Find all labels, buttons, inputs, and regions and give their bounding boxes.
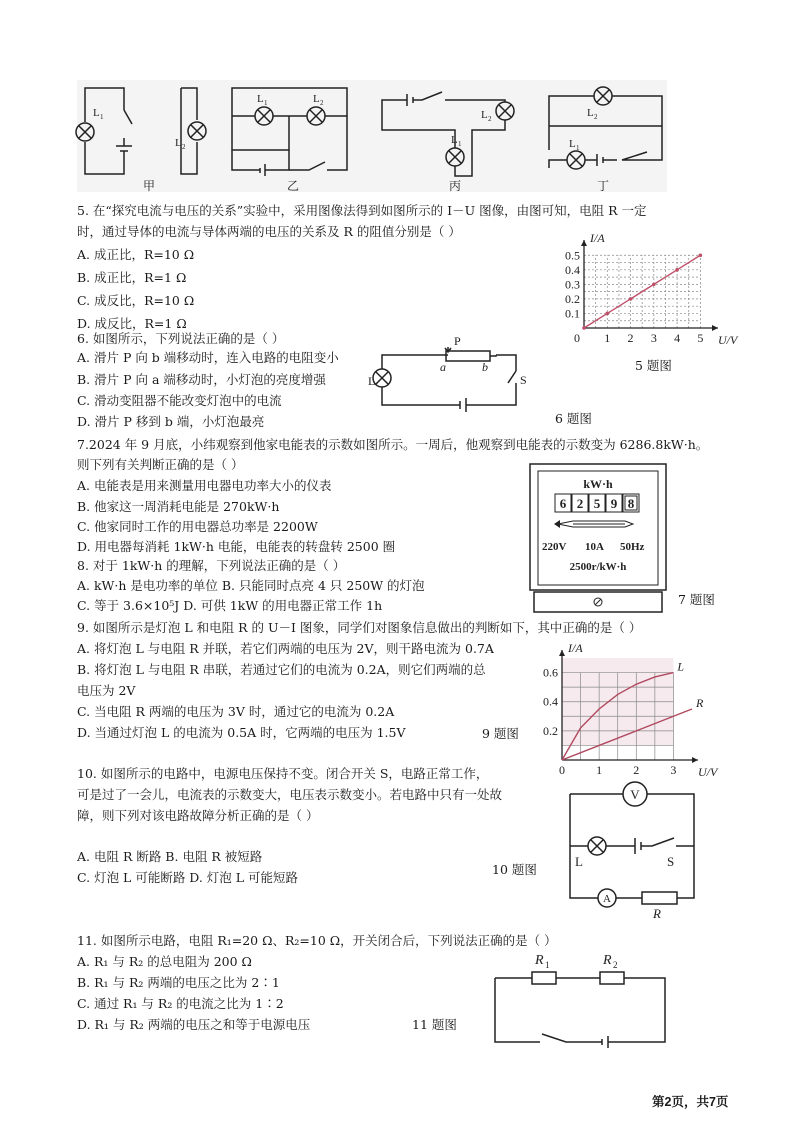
q9-option-b: B. 将灯泡 L 与电阻 R 串联，若通过它们的电流为 0.2A，则它们两端的总	[77, 662, 486, 677]
q8-options-row2: C. 等于 3.6×10⁵J D. 可供 1kW 的用电器正常工作 1h	[77, 598, 383, 613]
q11-circuit-svg	[490, 948, 670, 1050]
fig2-l2-sub: 2	[320, 99, 324, 107]
x-tick-label: 2	[633, 763, 640, 777]
q10-options-row2: C. 灯泡 L 可能断路 D. 灯泡 L 可能短路	[77, 870, 299, 885]
y-tick-label: 0.4	[565, 262, 580, 277]
y-tick-label: 0.3	[565, 277, 580, 292]
q6-label-a: a	[440, 360, 446, 374]
x-tick-label: 0	[559, 763, 565, 777]
q9-chart-svg	[532, 640, 718, 779]
fig4-l2-label: L	[587, 107, 594, 119]
x-tick-label: 1	[604, 331, 611, 345]
circuit-jia	[85, 88, 197, 174]
series-label: R	[696, 696, 704, 710]
data-point	[675, 268, 679, 272]
circuit-bing	[382, 92, 505, 176]
fig1-l2-sub: 2	[182, 143, 186, 151]
q11-circuit	[490, 948, 670, 1050]
resistor-r1-icon	[532, 972, 556, 984]
x-axis-arrow	[712, 325, 718, 331]
fig3-l2-label: L	[481, 109, 488, 121]
q5-option-a: A. 成正比，R=10 Ω	[77, 247, 195, 262]
q11-label-r1: R	[535, 953, 544, 968]
q9-caption: 9 题图	[482, 726, 519, 741]
fig1-l1-label: L	[93, 107, 100, 119]
q10-label-r: R	[653, 906, 661, 921]
q9-ui-graph	[532, 640, 718, 779]
q7-stem-line2: 则下列有关判断正确的是（ ）	[77, 457, 244, 472]
data-point	[605, 312, 609, 316]
q7-option-c: C. 他家同时工作的用电器总功率是 2200W	[77, 519, 318, 534]
q5-option-c: C. 成反比，R=10 Ω	[77, 293, 195, 308]
q5-chart-svg	[550, 228, 738, 353]
data-point	[629, 297, 633, 301]
circuit-yi	[232, 88, 347, 176]
q10-label-l: L	[575, 854, 583, 869]
q6-caption: 6 题图	[555, 411, 592, 426]
resistor-icon	[642, 892, 677, 904]
resistor-r2-icon	[600, 972, 624, 984]
fig1-l1-sub: 1	[100, 113, 104, 121]
y-tick-label: 0.2	[543, 723, 558, 738]
q8-options-row1: A. kW·h 是电功率的单位 B. 只能同时点亮 4 只 250W 的灯泡	[77, 578, 425, 593]
fig3-l1-label: L	[451, 134, 458, 146]
meter-spec-voltage: 220V	[542, 541, 567, 553]
q6-circuit	[368, 335, 533, 415]
fig-label-yi: 乙	[287, 179, 300, 193]
origin-label: 0	[574, 331, 580, 345]
q7-energy-meter	[528, 462, 668, 614]
meter-spec-current: 10A	[585, 541, 604, 553]
data-point	[582, 326, 586, 330]
meter-spec-frequency: 50Hz	[620, 541, 645, 553]
fig4-l1-sub: 1	[576, 144, 580, 152]
x-tick-label: 3	[670, 763, 677, 777]
q6-label-b: b	[482, 360, 488, 374]
meter-digit: 8	[627, 496, 635, 511]
q10-caption: 10 题图	[492, 862, 537, 877]
meter-digit: 2	[576, 496, 584, 511]
q11-option-c: C. 通过 R₁ 与 R₂ 的电流之比为 1∶2	[77, 996, 284, 1011]
meter-digit: 6	[559, 496, 567, 511]
q6-circuit-svg	[368, 335, 533, 415]
x-axis-label: U/V	[698, 765, 718, 779]
q10-circuit-svg	[560, 780, 710, 920]
fig4-l1-label: L	[569, 138, 576, 150]
fig2-l1-sub: 1	[264, 99, 268, 107]
q9-option-b-cont: 电压为 2V	[77, 683, 136, 698]
q5-option-b: B. 成正比，R=1 Ω	[77, 270, 187, 285]
x-axis-arrow	[692, 757, 698, 763]
q6-option-d: D. 滑片 P 移到 b 端，小灯泡最亮	[77, 414, 265, 429]
y-tick-label: 0.1	[565, 306, 580, 321]
top-circuits-strip	[77, 80, 667, 192]
q5-iu-graph	[550, 228, 738, 353]
q11-label-r1-sub: 1	[545, 960, 550, 970]
q10-stem-line1: 10. 如图所示的电路中，电源电压保持不变。闭合开关 S，电路正常工作，	[77, 766, 489, 781]
y-axis-arrow	[581, 240, 587, 246]
fig1-l2-label: L	[175, 137, 182, 149]
page-footer: 第2页，共7页	[652, 1095, 729, 1109]
q6-label-l: L	[368, 374, 376, 388]
q10-circuit	[560, 780, 710, 920]
q11-option-d: D. R₁ 与 R₂ 两端的电压之和等于电源电压	[77, 1017, 311, 1032]
y-axis-arrow	[559, 650, 565, 656]
meter-digit: 5	[593, 496, 601, 511]
y-tick-label: 0.2	[565, 291, 580, 306]
x-tick-label: 1	[596, 763, 603, 777]
q5-option-d: D. 成反比，R=1 Ω	[77, 316, 187, 331]
x-tick-label: 4	[674, 331, 681, 345]
q7-meter-svg	[528, 462, 668, 614]
q9-option-c: C. 当电阻 R 两端的电压为 3V 时，通过它的电流为 0.2A	[77, 704, 395, 719]
q7-stem-line1: 7.2024 年 9 月底，小纬观察到他家电能表的示数如图所示。一周后，他观察到电能表的示数变为 6286.8kW·h。	[77, 437, 709, 452]
q6-label-s: S	[520, 373, 527, 387]
circuit-ding	[549, 96, 662, 168]
q9-option-a: A. 将灯泡 L 与电阻 R 并联，若它们两端的电压为 2V，则干路电流为 0.7A	[77, 641, 494, 656]
fig2-l1-label: L	[257, 93, 264, 105]
series-label: L	[677, 659, 685, 674]
q11-stem: 11. 如图所示电路，电阻 R₁=20 Ω、R₂=10 Ω，开关闭合后，下列说法正确的是（ ）	[77, 933, 557, 948]
y-axis-label: I/A	[568, 641, 583, 655]
q7-option-b: B. 他家这一周消耗电能是 270kW·h	[77, 499, 280, 514]
y-axis-label: I/A	[590, 231, 605, 245]
meter-rate: 2500r/kW·h	[569, 561, 627, 573]
fig3-l1-sub: 1	[458, 140, 462, 148]
top-circuits-svg	[77, 80, 667, 192]
fig-label-bing: 丙	[449, 179, 462, 193]
x-tick-label: 2	[627, 331, 634, 345]
fig4-l2-sub: 2	[594, 113, 598, 121]
q7-option-d: D. 用电器每消耗 1kW·h 电能，电能表的转盘转 2500 圈	[77, 539, 396, 554]
q11-caption: 11 题图	[412, 1017, 457, 1032]
y-tick-label: 0.5	[565, 248, 580, 263]
q10-label-s: S	[667, 854, 675, 869]
q5-stem-line2: 时，通过导体的电流与导体两端的电压的关系及 R 的阻值分别是（ ）	[77, 224, 461, 239]
q9-option-d: D. 当通过灯泡 L 的电流为 0.5A 时，它两端的电压为 1.5V	[77, 725, 406, 740]
fig3-l2-sub: 2	[488, 115, 492, 123]
q6-label-p: P	[454, 334, 461, 348]
q6-option-b: B. 滑片 P 向 a 端移动时，小灯泡的亮度增强	[77, 372, 326, 387]
x-tick-label: 3	[650, 331, 657, 345]
meter-digit: 9	[610, 496, 618, 511]
q7-option-a: A. 电能表是用来测量用电器电功率大小的仪表	[77, 478, 332, 493]
y-tick-label: 0.6	[543, 665, 558, 680]
q11-label-r2-sub: 2	[613, 960, 618, 970]
y-tick-label: 0.4	[543, 694, 558, 709]
x-axis-label: U/V	[718, 333, 738, 347]
q6-stem: 6. 如图所示，下列说法正确的是（ ）	[77, 331, 285, 346]
q10-label-a: A	[603, 893, 611, 905]
q10-stem-line3: 障，则下列对该电路故障分析正确的是（ ）	[77, 808, 319, 823]
q8-stem: 8. 对于 1kW·h 的理解，下列说法正确的是（ ）	[77, 558, 346, 573]
q9-stem: 9. 如图所示是灯泡 L 和电阻 R 的 U－I 图象，同学们对图象信息做出的判断如下，其中正确的是（ ）	[77, 620, 642, 635]
fig-label-ding: 丁	[597, 179, 610, 193]
q5-caption: 5 题图	[635, 358, 672, 373]
data-point	[652, 283, 656, 287]
q10-options-row1: A. 电阻 R 断路 B. 电阻 R 被短路	[77, 849, 263, 864]
q11-label-r2: R	[603, 953, 612, 968]
q7-caption: 7 题图	[678, 592, 715, 607]
q11-option-b: B. R₁ 与 R₂ 两端的电压之比为 2∶1	[77, 975, 280, 990]
x-tick-label: 5	[697, 331, 704, 345]
fig-label-jia: 甲	[143, 179, 156, 193]
q6-option-a: A. 滑片 P 向 b 端移动时，连入电路的电阻变小	[77, 350, 339, 365]
fig2-l2-label: L	[313, 93, 320, 105]
q5-stem-line1: 5. 在“探究电流与电压的关系”实验中，采用图像法得到如图所示的 I－U 图像，由图可知，电阻 R 一定	[77, 203, 647, 218]
meter-unit: kW·h	[583, 477, 613, 491]
q10-label-v: V	[630, 787, 640, 802]
data-point	[699, 253, 703, 257]
q11-option-a: A. R₁ 与 R₂ 的总电阻为 200 Ω	[77, 954, 252, 969]
q6-option-c: C. 滑动变阻器不能改变灯泡中的电流	[77, 393, 282, 408]
q10-stem-line2: 可是过了一会儿，电流表的示数变大，电压表示数变小。若电路中只有一处故	[77, 787, 503, 802]
